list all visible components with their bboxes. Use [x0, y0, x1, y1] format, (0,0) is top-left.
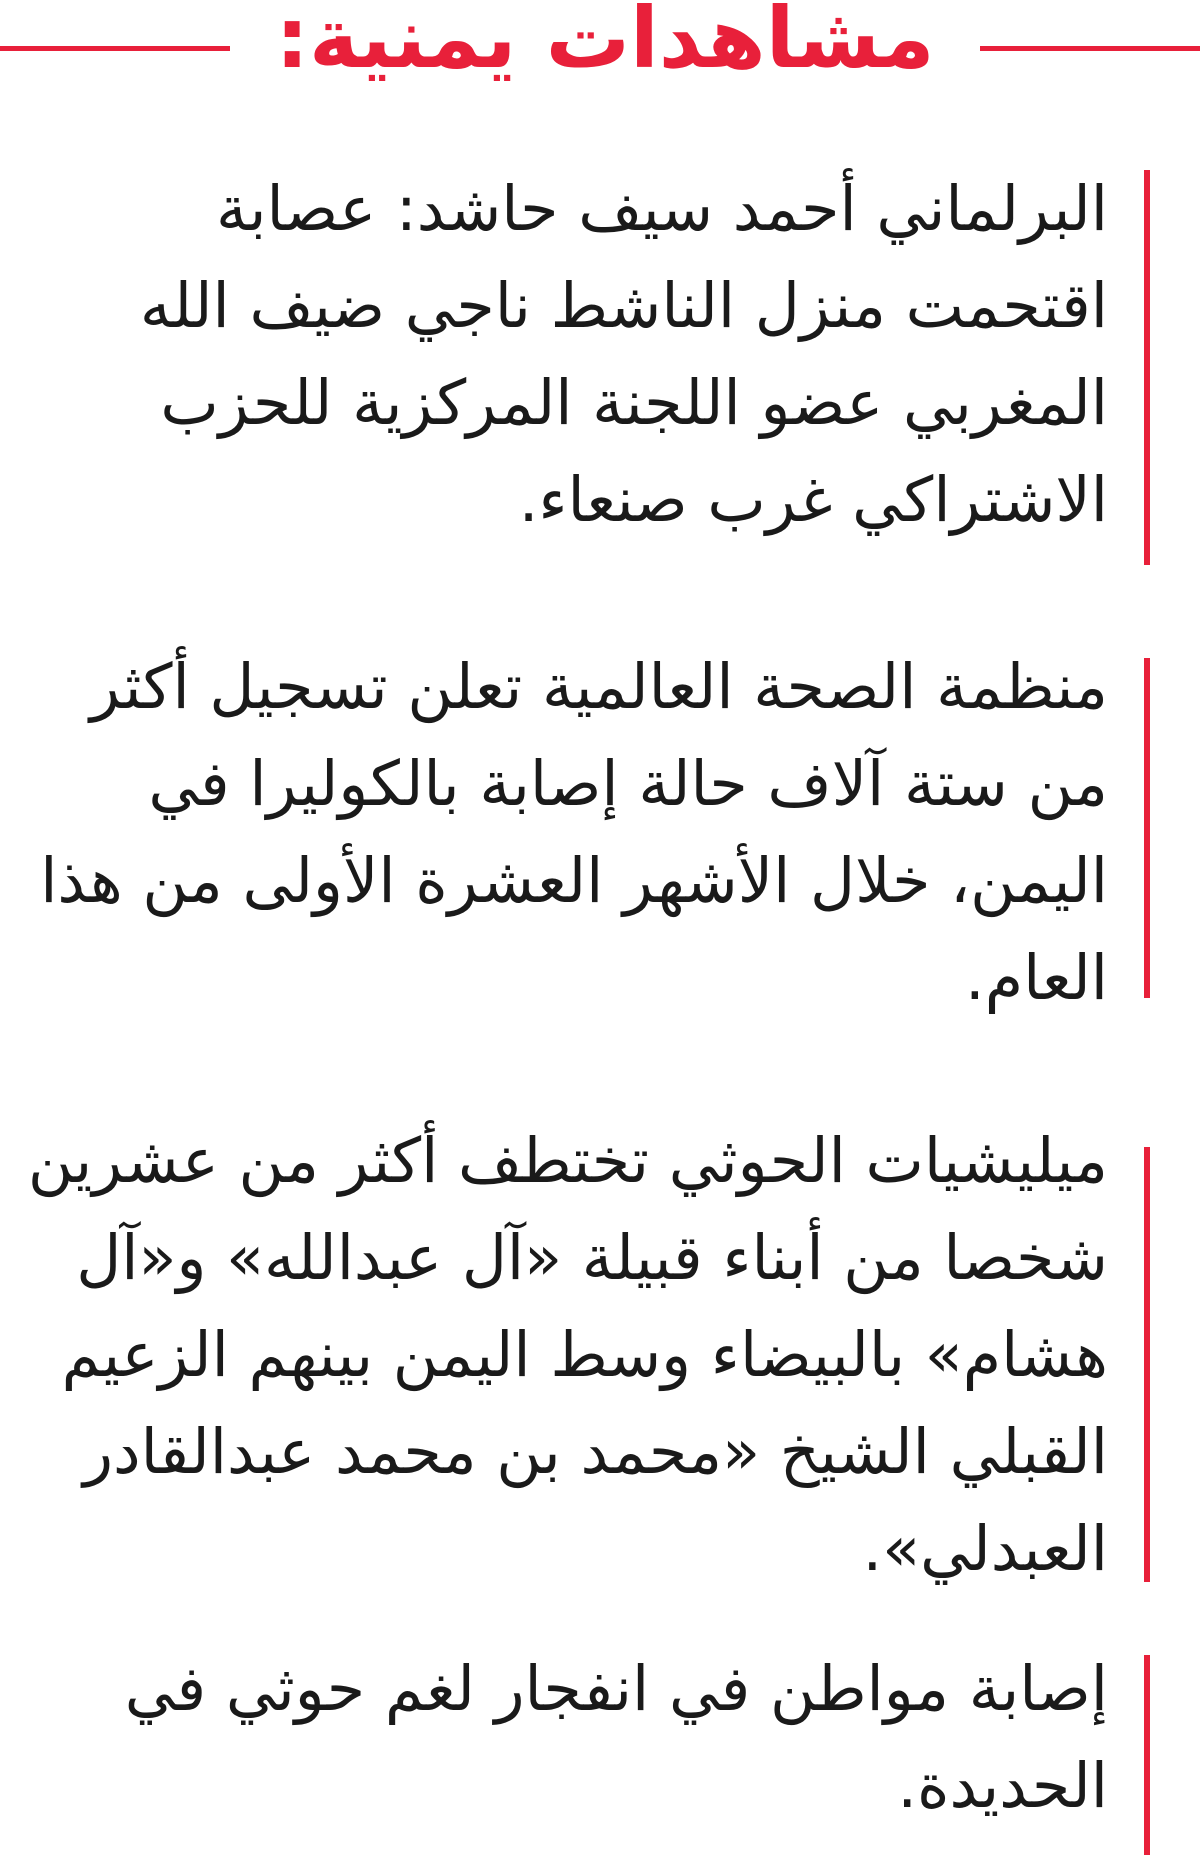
news-item-text: ميليشيات الحوثي تختطف أكثر من عشرين شخصا من أبناء قبيلة «آل عبدالله» و«آل هشام» بالبيضاء وسط اليمن بينهم الزعيم القبلي الشيخ «محمد بن محمد عبدالقادر العبدلي».	[27, 1124, 1108, 1585]
accent-bar	[1144, 658, 1150, 998]
news-item	[20, 1640, 1150, 1834]
news-item-text: إصابة مواطن في انفجار لغم حوثي في الحديدة.	[124, 1652, 1108, 1822]
section-title: مشاهدات يمنية:	[275, 0, 935, 87]
header-rule-left	[0, 46, 230, 51]
news-item	[20, 1112, 1150, 1597]
accent-bar	[1144, 1147, 1150, 1582]
section-header	[0, 0, 1200, 110]
news-item	[20, 638, 1150, 1026]
header-rule-right	[980, 46, 1200, 51]
news-item	[20, 160, 1150, 548]
accent-bar	[1144, 1655, 1150, 1855]
news-item-text: منظمة الصحة العالمية تعلن تسجيل أكثر من ستة آلاف حالة إصابة بالكوليرا في اليمن، خلال الأشهر العشرة الأولى من هذا العام.	[40, 650, 1108, 1014]
news-item-text: البرلماني أحمد سيف حاشد: عصابة اقتحمت منزل الناشط ناجي ضيف الله المغربي عضو اللجنة المركزية للحزب الاشتراكي غرب صنعاء.	[139, 172, 1108, 536]
accent-bar	[1144, 170, 1150, 565]
